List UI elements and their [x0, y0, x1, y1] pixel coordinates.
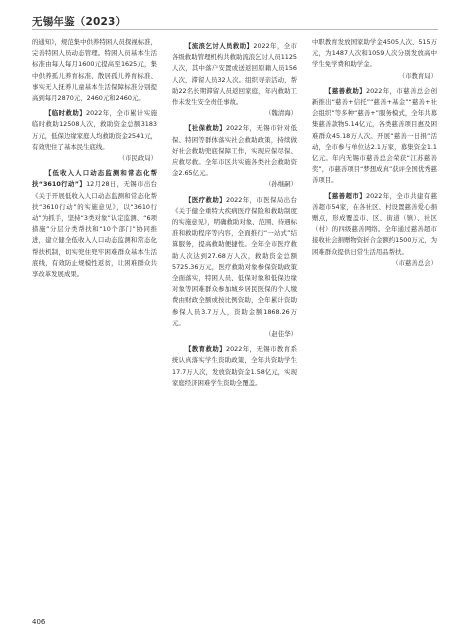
section-body: 2022年，全市累计实施临时救助12508人次，救助资金总额3183万元，低保边缘家庭人均救助资金2541元，有效兜住了基本民生底线。 — [32, 109, 157, 151]
section-heading: 【教育救助】 — [185, 345, 227, 354]
section-entry — [172, 123, 297, 179]
source-attribution: （孙继嗣） — [265, 180, 297, 189]
body-paragraph: 的通知》，规范集中供养特困人员探视标准，完善特困人员动态管理。特困人员基本生活标准由每人每月1600元提高至1625元，集中供养孤儿养育标准、散居孤儿养育标准、事实无人抚养儿童基本生活保障标准分别提高到每月2870元、2460元和2460元。 — [32, 38, 157, 103]
section-heading: 【低收入人口动态监测和常态化帮扶“3610行动”】 — [32, 169, 157, 189]
section-body: 2022年，无锡市教育系统认真落实学生资助政策，全年共资助学生17.7万人次，发放资助资金1.58亿元，实现家庭经济困难学生资助全覆盖。 — [172, 345, 297, 387]
section-entry — [32, 168, 157, 280]
section-entry — [312, 86, 437, 187]
running-header: 无锡年鉴（2023） — [32, 16, 127, 28]
section-entry — [172, 41, 297, 108]
text-column-3 — [312, 37, 437, 269]
section-entry — [312, 191, 437, 258]
section-heading: 【慈善救助】 — [325, 86, 367, 95]
section-heading: 【社保救助】 — [185, 124, 227, 133]
section-entry — [32, 108, 157, 153]
source-attribution: （市教育局） — [398, 71, 437, 80]
source-attribution: （市慈善总会） — [392, 258, 437, 267]
section-entry — [172, 344, 297, 389]
source-attribution: （魏清海） — [265, 109, 297, 118]
section-heading: 【流浪乞讨人员救助】 — [185, 42, 254, 50]
header-rule — [32, 29, 438, 30]
section-body: 2022年，市慈善总会创新推出“慈善+信托”“慈善+基金”“慈善+社会组织”等多种“慈善+”服务模式，全年共募集慈善款物5.14亿元，各类慈善项目惠及困难群众45.18万人次。开展“慈善一日捐”活动，全市参与单位达2.1万家，募集资金1.1亿元。年内无锡市慈善总会荣获“江苏慈善奖”，市慈善项目“梦想成真”获评全国优秀慈善项目。 — [312, 86, 437, 185]
body-paragraph: 中职教育发放国家助学金4505人次、515万元，为1487人次和1059人次分别发放高中学生免学费和助学金。 — [312, 38, 437, 69]
source-attribution: （赵佳华） — [265, 330, 297, 339]
section-body: 2022年，无锡市针对低保、特困等群体落实社会救助政策，持续做好社会救助兜底保障工作，实现应保尽保、应救尽救。全年市区共实施各类社会救助资金2.65亿元。 — [172, 124, 297, 178]
section-entry — [172, 195, 297, 329]
section-heading: 【慈善超市】 — [325, 191, 367, 200]
page-number: 406 — [32, 618, 46, 626]
section-body: 2022年，全市各级救助管理机构共救助流浪乞讨人员1125人次，其中落户安置或送返回原籍人员156人次，滞留人员32人次。组织寻亲活动，帮助22名长期滞留人员返回家庭，年内救助工作未发生安全责任事故。 — [172, 42, 298, 107]
source-attribution: （市民政局） — [118, 154, 157, 163]
section-body: 2022年，全市共建有慈善超市54家，在各社区、村设置慈善爱心捐赠点，形成覆盖市、区、街道（镇）、社区（村）的四级慈善网络。全年通过慈善超市接收社会捐赠物资折合金额约1500万元，为困难群众提供日常生活用品帮扶。 — [312, 191, 437, 256]
text-column-1 — [32, 37, 157, 280]
section-heading: 【医疗救助】 — [185, 195, 227, 204]
section-heading: 【临时救助】 — [45, 109, 87, 118]
section-body: 2022年，市医保局出台《关于健全重特大疾病医疗保险和救助制度的实施意见》，明确救助对象、范围、待遇标准和救助程序等内容，全面推行“一站式”结算服务，提高救助便捷性。全年全市医疗救助人次达到27.68万人次，救助资金总额5725.36万元，医疗救助对象参保资助政策全面落实，特困人员、低保对象和低保边缘对象等困难群众参加城乡居民医保的个人缴费由财政全额或按比例资助，全年累计资助参保人员3.7万人，资助金额1868.26万元。 — [172, 195, 297, 327]
section-body: 12月28日，无锡市出台《关于开展低收入人口动态监测和常态化帮扶“3610行动”的实施意见》，以“3610行动”为抓手，坚持“3类对象”认定监测、“6项措施”分层分类帮扶和“10个部门”协同推进，建立健全低收入人口动态监测和常态化帮扶机制，切实兜住兜牢困难群众基本生活底线，有效防止规模性返贫，让困难群众共享改革发展成果。 — [32, 180, 157, 279]
text-column-2 — [172, 37, 297, 389]
